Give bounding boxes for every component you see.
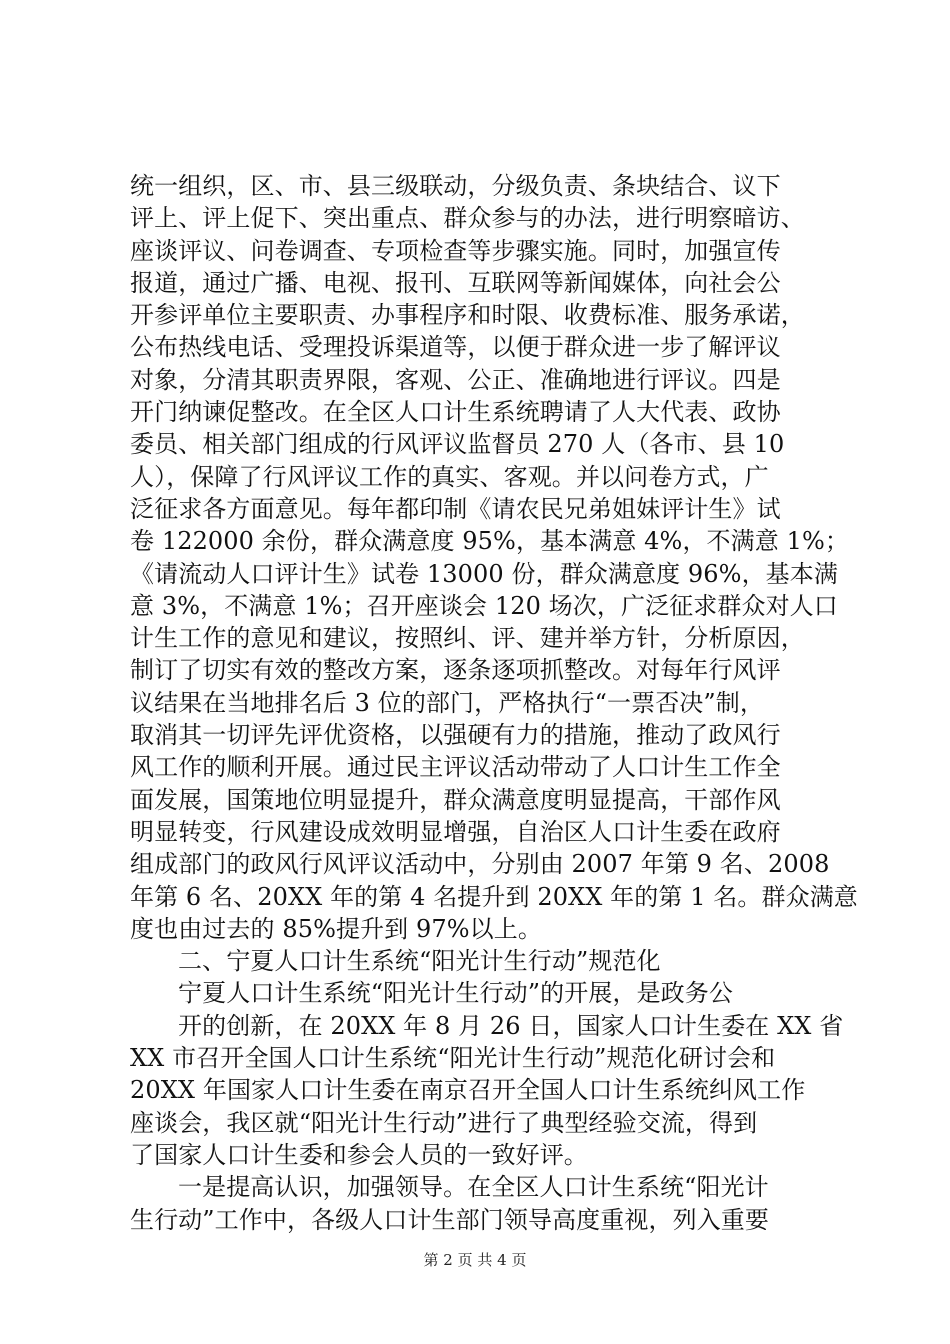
- text-line-12: 卷 122000 余份，群众满意度 95%，基本满意 4%，不满意 1%；: [130, 527, 849, 556]
- text-line-11: 泛征求各方面意见。每年都印制《请农民兄弟姐妹评计生》试: [130, 494, 781, 523]
- text-line-7: 对象，分清其职责界限，客观、公正、准确地进行评议。四是: [130, 365, 781, 394]
- text-line-21: 明显转变，行风建设成效明显增强，自治区人口计生委在政府: [130, 817, 781, 846]
- text-line-9: 委员、相关部门组成的行风评议监督员 270 人（各市、县 10: [130, 430, 785, 459]
- text-line-30: 座谈会，我区就“阳光计生行动”进行了典型经验交流，得到: [130, 1108, 758, 1137]
- page-indicator: 第 2 页 共 4 页: [423, 1251, 527, 1269]
- text-line-15: 计生工作的意见和建议，按照纠、评、建并举方针，分析原因，: [130, 624, 805, 653]
- document-body: [130, 170, 858, 1236]
- text-line-23: 年第 6 名、20XX 年的第 4 名提升到 20XX 年的第 1 名。群众满意: [130, 882, 858, 911]
- text-line-1: 统一组织，区、市、县三级联动，分级负责、条块结合、议下: [130, 172, 781, 200]
- text-line-20: 面发展，国策地位明显提升，群众满意度明显提高，干部作风: [130, 785, 781, 814]
- text-line-27: 开的创新，在 20XX 年 8 月 26 日，国家人口计生委在 XX 省: [178, 1011, 844, 1040]
- text-line-6: 公布热线电话、受理投诉渠道等，以便于群众进一步了解评议: [130, 333, 781, 362]
- text-line-4: 报道，通过广播、电视、报刊、互联网等新闻媒体，向社会公: [130, 268, 781, 297]
- text-line-32: 一是提高认识，加强领导。在全区人口计生系统“阳光计: [178, 1173, 769, 1202]
- text-line-28: XX 市召开全国人口计生系统“阳光计生行动”规范化研讨会和: [130, 1044, 776, 1073]
- text-line-31: 了国家人口计生委和参会人员的一致好评。: [130, 1140, 588, 1169]
- text-line-24: 度也由过去的 85%提升到 97%以上。: [130, 914, 542, 943]
- text-line-17: 议结果在当地排名后 3 位的部门，严格执行“一票否决”制，: [130, 688, 764, 717]
- text-line-18: 取消其一切评先评优资格，以强硬有力的措施，推动了政风行: [130, 721, 781, 750]
- section-heading: 二、宁夏人口计生系统“阳光计生行动”规范化: [178, 947, 661, 976]
- text-line-29: 20XX 年国家人口计生委在南京召开全国人口计生系统纠风工作: [130, 1076, 806, 1105]
- text-line-3: 座谈评议、问卷调查、专项检查等步骤实施。同时，加强宣传: [130, 236, 781, 265]
- text-line-13: 《请流动人口评计生》试卷 13000 份，群众满意度 96%，基本满: [130, 559, 838, 588]
- text-line-26: 宁夏人口计生系统“阳光计生行动”的开展，是政务公: [178, 979, 733, 1008]
- text-line-19: 风工作的顺利开展。通过民主评议活动带动了人口计生工作全: [130, 753, 781, 782]
- text-line-8: 开门纳谏促整改。在全区人口计生系统聘请了人大代表、政协: [130, 398, 781, 427]
- text-line-14: 意 3%，不满意 1%；召开座谈会 120 场次，广泛征求群众对人口: [130, 591, 838, 620]
- text-line-16: 制订了切实有效的整改方案，逐条逐项抓整改。对每年行风评: [130, 656, 781, 685]
- text-line-22: 组成部门的政风行风评议活动中，分别由 2007 年第 9 名、2008: [130, 850, 830, 879]
- text-line-33: 生行动”工作中，各级人口计生部门领导高度重视，列入重要: [130, 1205, 769, 1234]
- text-line-2: 评上、评上促下、突出重点、群众参与的办法，进行明察暗访、: [130, 204, 805, 233]
- text-line-10: 人），保障了行风评议工作的真实、客观。并以问卷方式，广: [130, 462, 769, 491]
- text-line-5: 开参评单位主要职责、办事程序和时限、收费标准、服务承诺，: [130, 301, 805, 330]
